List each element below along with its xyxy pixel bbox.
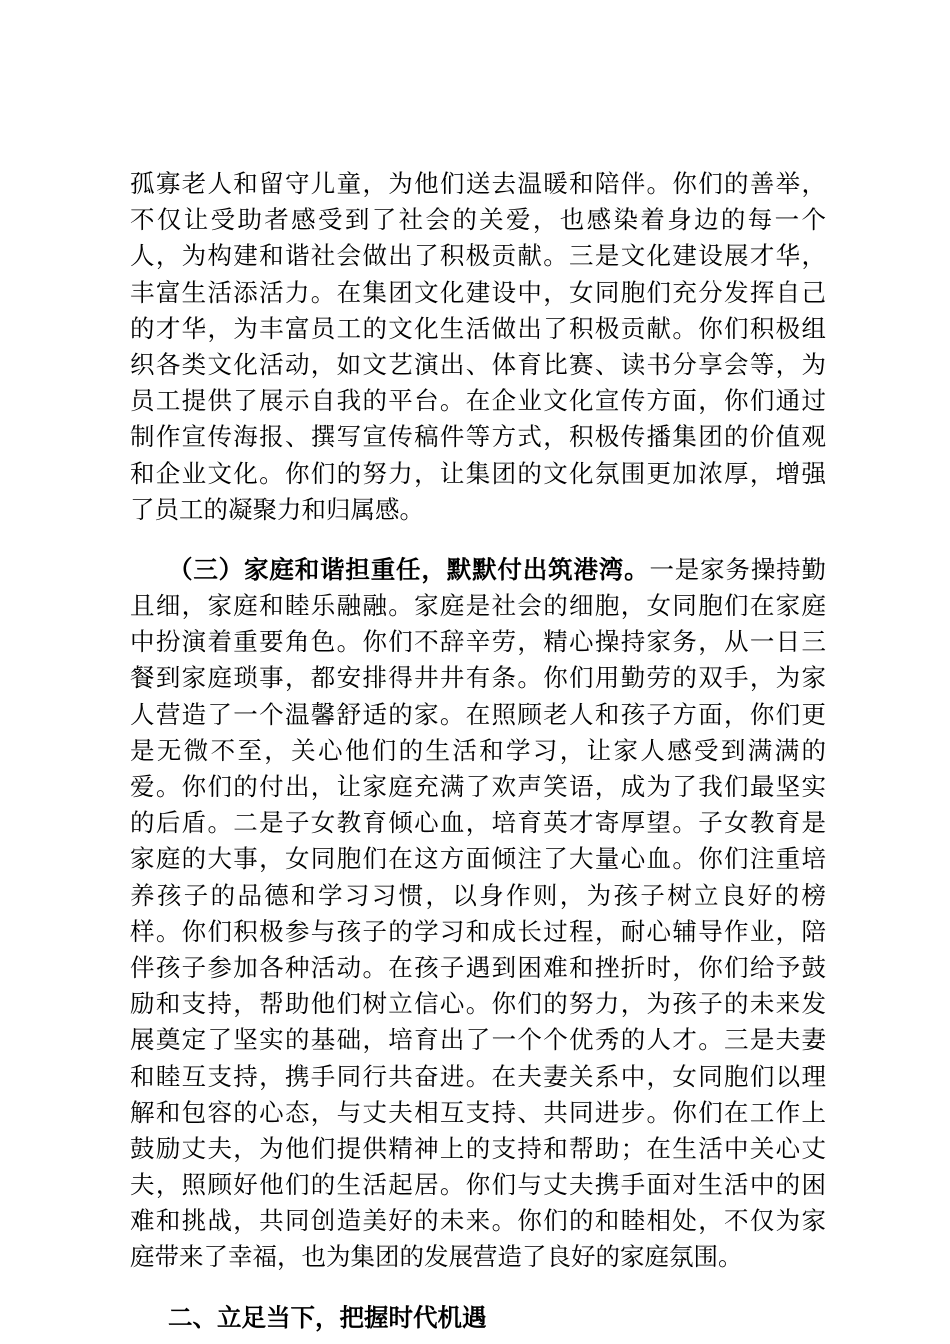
text-line: 了员工的凝聚力和归属感。 (130, 494, 424, 524)
paragraph-1 (130, 166, 826, 528)
text-line: 员工提供了展示自我的平台。在企业文化宣传方面，你们通过 (130, 386, 826, 416)
text-line: 励和支持，帮助他们树立信心。你们的努力，为孩子的未来发 (130, 989, 826, 1019)
document-body (130, 166, 826, 1336)
text-line: 和睦互支持，携手同行共奋进。在夫妻关系中，女同胞们以理 (130, 1061, 826, 1091)
text-line: 庭带来了幸福，也为集团的发展营造了良好的家庭氛围。 (130, 1242, 743, 1272)
text-line: 制作宣传海报、撰写宣传稿件等方式，积极传播集团的价值观 (130, 422, 826, 452)
text-line: 人营造了一个温馨舒适的家。在照顾老人和孩子方面，你们更 (130, 699, 826, 729)
text-line: 家庭的大事，女同胞们在这方面倾注了大量心血。你们注重培 (130, 844, 826, 874)
text-line: 孤寡老人和留守儿童，为他们送去温暖和陪伴。你们的善举， (130, 169, 826, 198)
text-line: 爱。你们的付出，让家庭充满了欢声笑语，成为了我们最坚实 (130, 772, 826, 801)
text-line: 解和包容的心态，与丈夫相互支持、共同进步。你们在工作上 (130, 1097, 826, 1127)
text-line: 夫，照顾好他们的生活起居。你们与丈夫携手面对生活中的困 (130, 1170, 826, 1200)
text-line: 且细，家庭和睦乐融融。家庭是社会的细胞，女同胞们在家庭 (130, 591, 826, 621)
text-line: 织各类文化活动，如文艺演出、体育比赛、读书分享会等，为 (130, 349, 826, 379)
text-line: 不仅让受助者感受到了社会的关爱，也感染着身边的每一个 (130, 205, 826, 235)
text-line: 难和挑战，共同创造美好的未来。你们的和睦相处，不仅为家 (130, 1206, 826, 1236)
paragraph-2 (130, 552, 826, 1276)
paragraph-lead-line (130, 552, 826, 588)
text-line: 和企业文化。你们的努力，让集团的文化氛围更加浓厚，增强 (130, 458, 826, 488)
section-heading: 二、立足当下，把握时代机遇 (168, 1302, 487, 1332)
text-line: 人，为构建和谐社会做出了积极贡献。三是文化建设展才华， (130, 241, 826, 271)
text-line: 展奠定了坚实的基础，培育出了一个个优秀的人才。三是夫妻 (130, 1025, 826, 1055)
text-line: 鼓励丈夫，为他们提供精神上的支持和帮助；在生活中关心丈 (130, 1133, 826, 1163)
lead-text: 一是家务操持勤 (649, 554, 826, 584)
paragraph-spacer (130, 528, 826, 552)
text-line: 伴孩子参加各种活动。在孩子遇到困难和挫折时，你们给予鼓 (130, 952, 826, 982)
text-line: 丰富生活添活力。在集团文化建设中，女同胞们充分发挥自己 (130, 277, 826, 307)
text-line: 的后盾。二是子女教育倾心血，培育英才寄厚望。子女教育是 (130, 808, 826, 838)
text-line: 的才华，为丰富员工的文化生活做出了积极贡献。你们积极组 (130, 313, 826, 343)
text-line: 中扮演着重要角色。你们不辞辛劳，精心操持家务，从一日三 (130, 627, 826, 657)
text-line: 餐到家庭琐事，都安排得井井有条。你们用勤劳的双手，为家 (130, 663, 826, 693)
text-line: 养孩子的品德和学习习惯，以身作则，为孩子树立良好的榜 (130, 880, 826, 910)
text-line: 样。你们积极参与孩子的学习和成长过程，耐心辅导作业，陪 (130, 916, 826, 946)
subsection-heading: （三）家庭和谐担重任，默默付出筑港湾。 (168, 554, 650, 584)
text-line: 是无微不至，关心他们的生活和学习，让家人感受到满满的 (130, 735, 826, 765)
